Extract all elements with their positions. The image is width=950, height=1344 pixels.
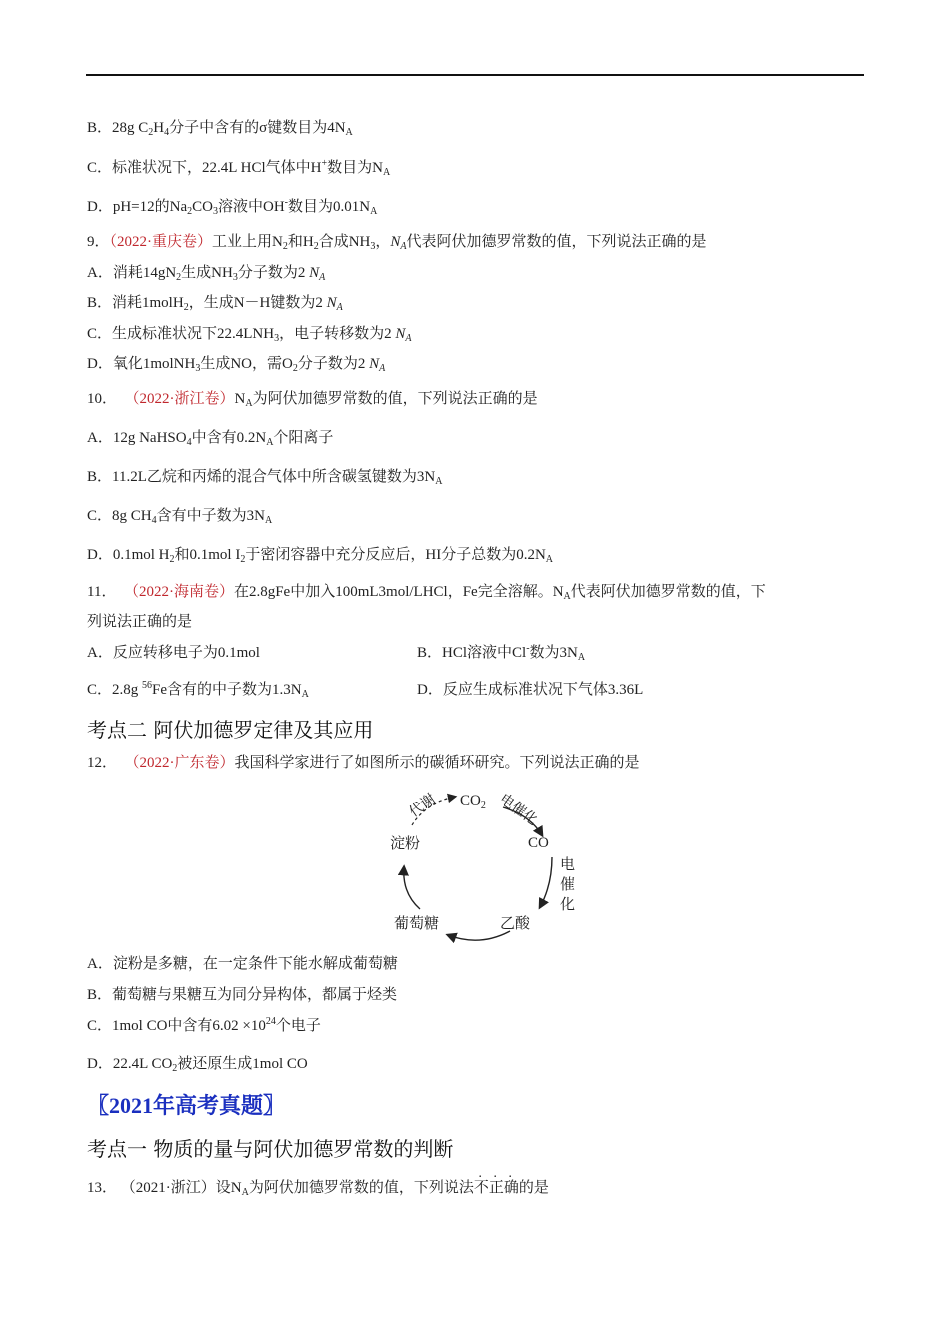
q9-option-c (87, 324, 411, 344)
question-source: （2022·浙江卷） (124, 391, 235, 407)
subscript: 4 (186, 437, 192, 448)
text: ， (375, 234, 391, 250)
option-label: C． (87, 160, 113, 176)
q8-option-d (87, 197, 377, 217)
superscript: - (526, 643, 530, 654)
q10-option-c (87, 506, 272, 526)
subscript: A (336, 302, 343, 313)
year-2021-heading: 〖2021年高考真题〗 (87, 1093, 286, 1118)
text: C．8g CH (87, 508, 152, 524)
text: 代表阿伏加德罗常数的值，下 (570, 584, 766, 600)
subscript: A (400, 241, 407, 252)
text: CO (192, 199, 213, 215)
q11-option-c (87, 680, 309, 700)
text: 为阿伏加德罗常数的值，下列说法正确的是 (252, 391, 538, 407)
text: 电 (560, 857, 576, 873)
q11-option-a: A．反应转移电子为0.1mol (87, 645, 260, 661)
q11-option-b (417, 643, 585, 663)
subscript: A (301, 689, 309, 700)
text: N (390, 234, 401, 250)
superscript: 24 (265, 1016, 276, 1027)
text: 生成NO，需O (200, 356, 293, 372)
text: 数目为N (327, 160, 383, 176)
starch-label: 淀粉 (390, 836, 421, 852)
q12-option-d (87, 1054, 308, 1074)
text: C．1mol CO中含有6.02 ×10 (87, 1018, 266, 1034)
text: B．11.2L乙烷和丙烯的混合气体中所含碳氢键数为3N (87, 469, 436, 485)
text: N (309, 265, 320, 281)
text: 个阳离子 (273, 430, 334, 446)
section-heading-2: 考点二 阿伏加德罗定律及其应用 (87, 718, 374, 742)
subscript: 4 (151, 515, 157, 526)
subscript: 3 (370, 241, 376, 252)
subscript: 2 (176, 272, 182, 283)
subscript: A (319, 272, 326, 283)
text: 标准状况下，22.4L HCl气体中H (112, 160, 322, 176)
q10-option-a (87, 428, 333, 448)
co2-label (460, 793, 486, 810)
text: Fe含有的中子数为1.3N (152, 682, 302, 698)
text: 28g C (112, 120, 149, 136)
text: 数目为0.01N (288, 199, 371, 215)
q11-stem-line2: 列说法正确的是 (87, 614, 193, 630)
text: 化 (560, 897, 576, 913)
question-source: （2022·广东卷） (124, 755, 235, 771)
text: 设N (215, 1180, 242, 1196)
text: 工业上用N (212, 234, 283, 250)
text: 中含有0.2N (191, 430, 267, 446)
text: B．HCl溶液中Cl (417, 645, 527, 661)
subscript: 3 (232, 272, 238, 283)
text: 和0.1mol I (174, 547, 241, 563)
subscript: 2 (292, 363, 298, 374)
text: pH=12的Na (112, 199, 188, 215)
subscript: A (370, 206, 378, 217)
glucose-label: 葡萄糖 (394, 916, 440, 932)
question-source: （2022·重庆卷） (109, 234, 213, 250)
text: 生成NH (181, 265, 233, 281)
text: 催 (560, 877, 576, 893)
text: ，生成N－H键数为2 (188, 295, 327, 311)
subscript: A (241, 1187, 249, 1198)
subscript: 2 (172, 1063, 178, 1074)
option-label: B． (87, 120, 113, 136)
subscript: A (245, 398, 253, 409)
subscript: A (563, 591, 571, 602)
q8-option-b (87, 118, 353, 138)
text: H (153, 120, 165, 136)
text: 代表阿伏加德罗常数的值，下列说法正确的是 (406, 234, 707, 250)
text: N (395, 326, 406, 342)
text: 分子数为2 (237, 265, 310, 281)
text: N (234, 391, 246, 407)
question-source: （2022·海南卷） (123, 584, 234, 600)
text: 被还原生成1mol CO (177, 1056, 308, 1072)
text: N (369, 356, 380, 372)
electrocatalysis-right-label (560, 855, 576, 915)
q11-option-d: D．反应生成标准状况下气体3.36L (417, 682, 644, 698)
emphasis-text: 不 (473, 1180, 489, 1196)
text: CO (460, 793, 481, 809)
header-rule (86, 74, 864, 76)
superscript: - (284, 197, 288, 208)
text: 溶液中OH (217, 199, 285, 215)
text: 我国科学家进行了如图所示的碳循环研究。下列说法正确的是 (234, 755, 640, 771)
q10-option-b (87, 467, 442, 487)
subscript: 2 (313, 241, 319, 252)
text: B．消耗1molH (87, 295, 184, 311)
subscript: 2 (169, 554, 175, 565)
carbon-cycle-diagram (380, 785, 580, 945)
text: ，电子转移数为2 (279, 326, 396, 342)
text: 数为3N (529, 645, 578, 661)
subscript: A (382, 167, 391, 178)
co-label: CO (528, 835, 549, 851)
text: C．生成标准状况下22.4LNH (87, 326, 275, 342)
q9-stem (87, 232, 707, 252)
q9-option-d (87, 354, 385, 374)
subscript: A (345, 127, 353, 138)
text: 的是 (518, 1180, 549, 1196)
question-source: （2021·浙江） (120, 1180, 216, 1196)
text: 含有中子数为3N (156, 508, 265, 524)
superscript: + (321, 158, 328, 169)
text: 分子中含有的σ键数目为4N (169, 120, 346, 136)
text: 合成NH (318, 234, 371, 250)
q13-stem (87, 1178, 549, 1198)
option-label: D． (87, 199, 113, 215)
q10-stem (87, 389, 538, 409)
q12-option-a: A．淀粉是多糖，在一定条件下能水解成葡萄糖 (87, 956, 398, 972)
text: 于密闭容器中充分反应后，HI分子总数为0.2N (245, 547, 546, 563)
q12-option-c (87, 1016, 321, 1036)
subscript: 2 (183, 302, 189, 313)
subscript: 4 (164, 127, 170, 138)
emphasis-text: 确 (503, 1180, 519, 1196)
subscript: 2 (480, 800, 486, 811)
acetic-acid-label: 乙酸 (500, 916, 531, 932)
text: 和H (287, 234, 314, 250)
text: N (326, 295, 337, 311)
text: D．0.1mol H (87, 547, 170, 563)
subscript: 2 (240, 554, 246, 565)
question-number: 12． (87, 755, 118, 771)
subscript: A (379, 363, 386, 374)
question-number: 13． (87, 1180, 118, 1196)
subscript: A (264, 515, 273, 526)
subscript: A (435, 476, 443, 487)
subscript: 2 (148, 127, 154, 138)
q9-option-a (87, 263, 325, 283)
question-number: 10． (87, 391, 118, 407)
text: D．22.4L CO (87, 1056, 173, 1072)
subscript: 3 (195, 363, 201, 374)
text: 在2.8gFe中加入100mL3mol/LHCl，Fe完全溶解。N (233, 584, 564, 600)
q11-stem-line1 (87, 582, 766, 602)
text: 个电子 (275, 1018, 321, 1034)
subscript: A (266, 437, 274, 448)
subscript: 3 (212, 206, 218, 217)
text: C．2.8g (87, 682, 143, 698)
text: 为阿伏加德罗常数的值，下列说法 (248, 1180, 474, 1196)
q9-option-b (87, 293, 343, 313)
emphasis-text: 正 (488, 1180, 504, 1196)
q12-stem (87, 753, 640, 773)
q10-option-d (87, 545, 553, 565)
subscript: A (405, 333, 412, 344)
superscript: 56 (142, 680, 153, 691)
subscript: A (577, 652, 586, 663)
text: 分子数为2 (297, 356, 370, 372)
subscript: A (545, 554, 554, 565)
text: D．氧化1molNH (87, 356, 196, 372)
q8-option-c (87, 158, 390, 178)
q12-option-b: B．葡萄糖与果糖互为同分异构体，都属于烃类 (87, 987, 398, 1003)
text: A．12g NaHSO (87, 430, 187, 446)
text: A．消耗14gN (87, 265, 177, 281)
subscript: 3 (274, 333, 280, 344)
question-number: 9． (87, 234, 110, 250)
subscript: 2 (282, 241, 288, 252)
question-number: 11． (87, 584, 117, 600)
section-heading-1: 考点一 物质的量与阿伏加德罗常数的判断 (87, 1137, 454, 1161)
metabolism-label: 代谢 (407, 792, 439, 821)
subscript: 2 (187, 206, 193, 217)
electrocatalysis-top-label: 电催化 (496, 792, 540, 829)
